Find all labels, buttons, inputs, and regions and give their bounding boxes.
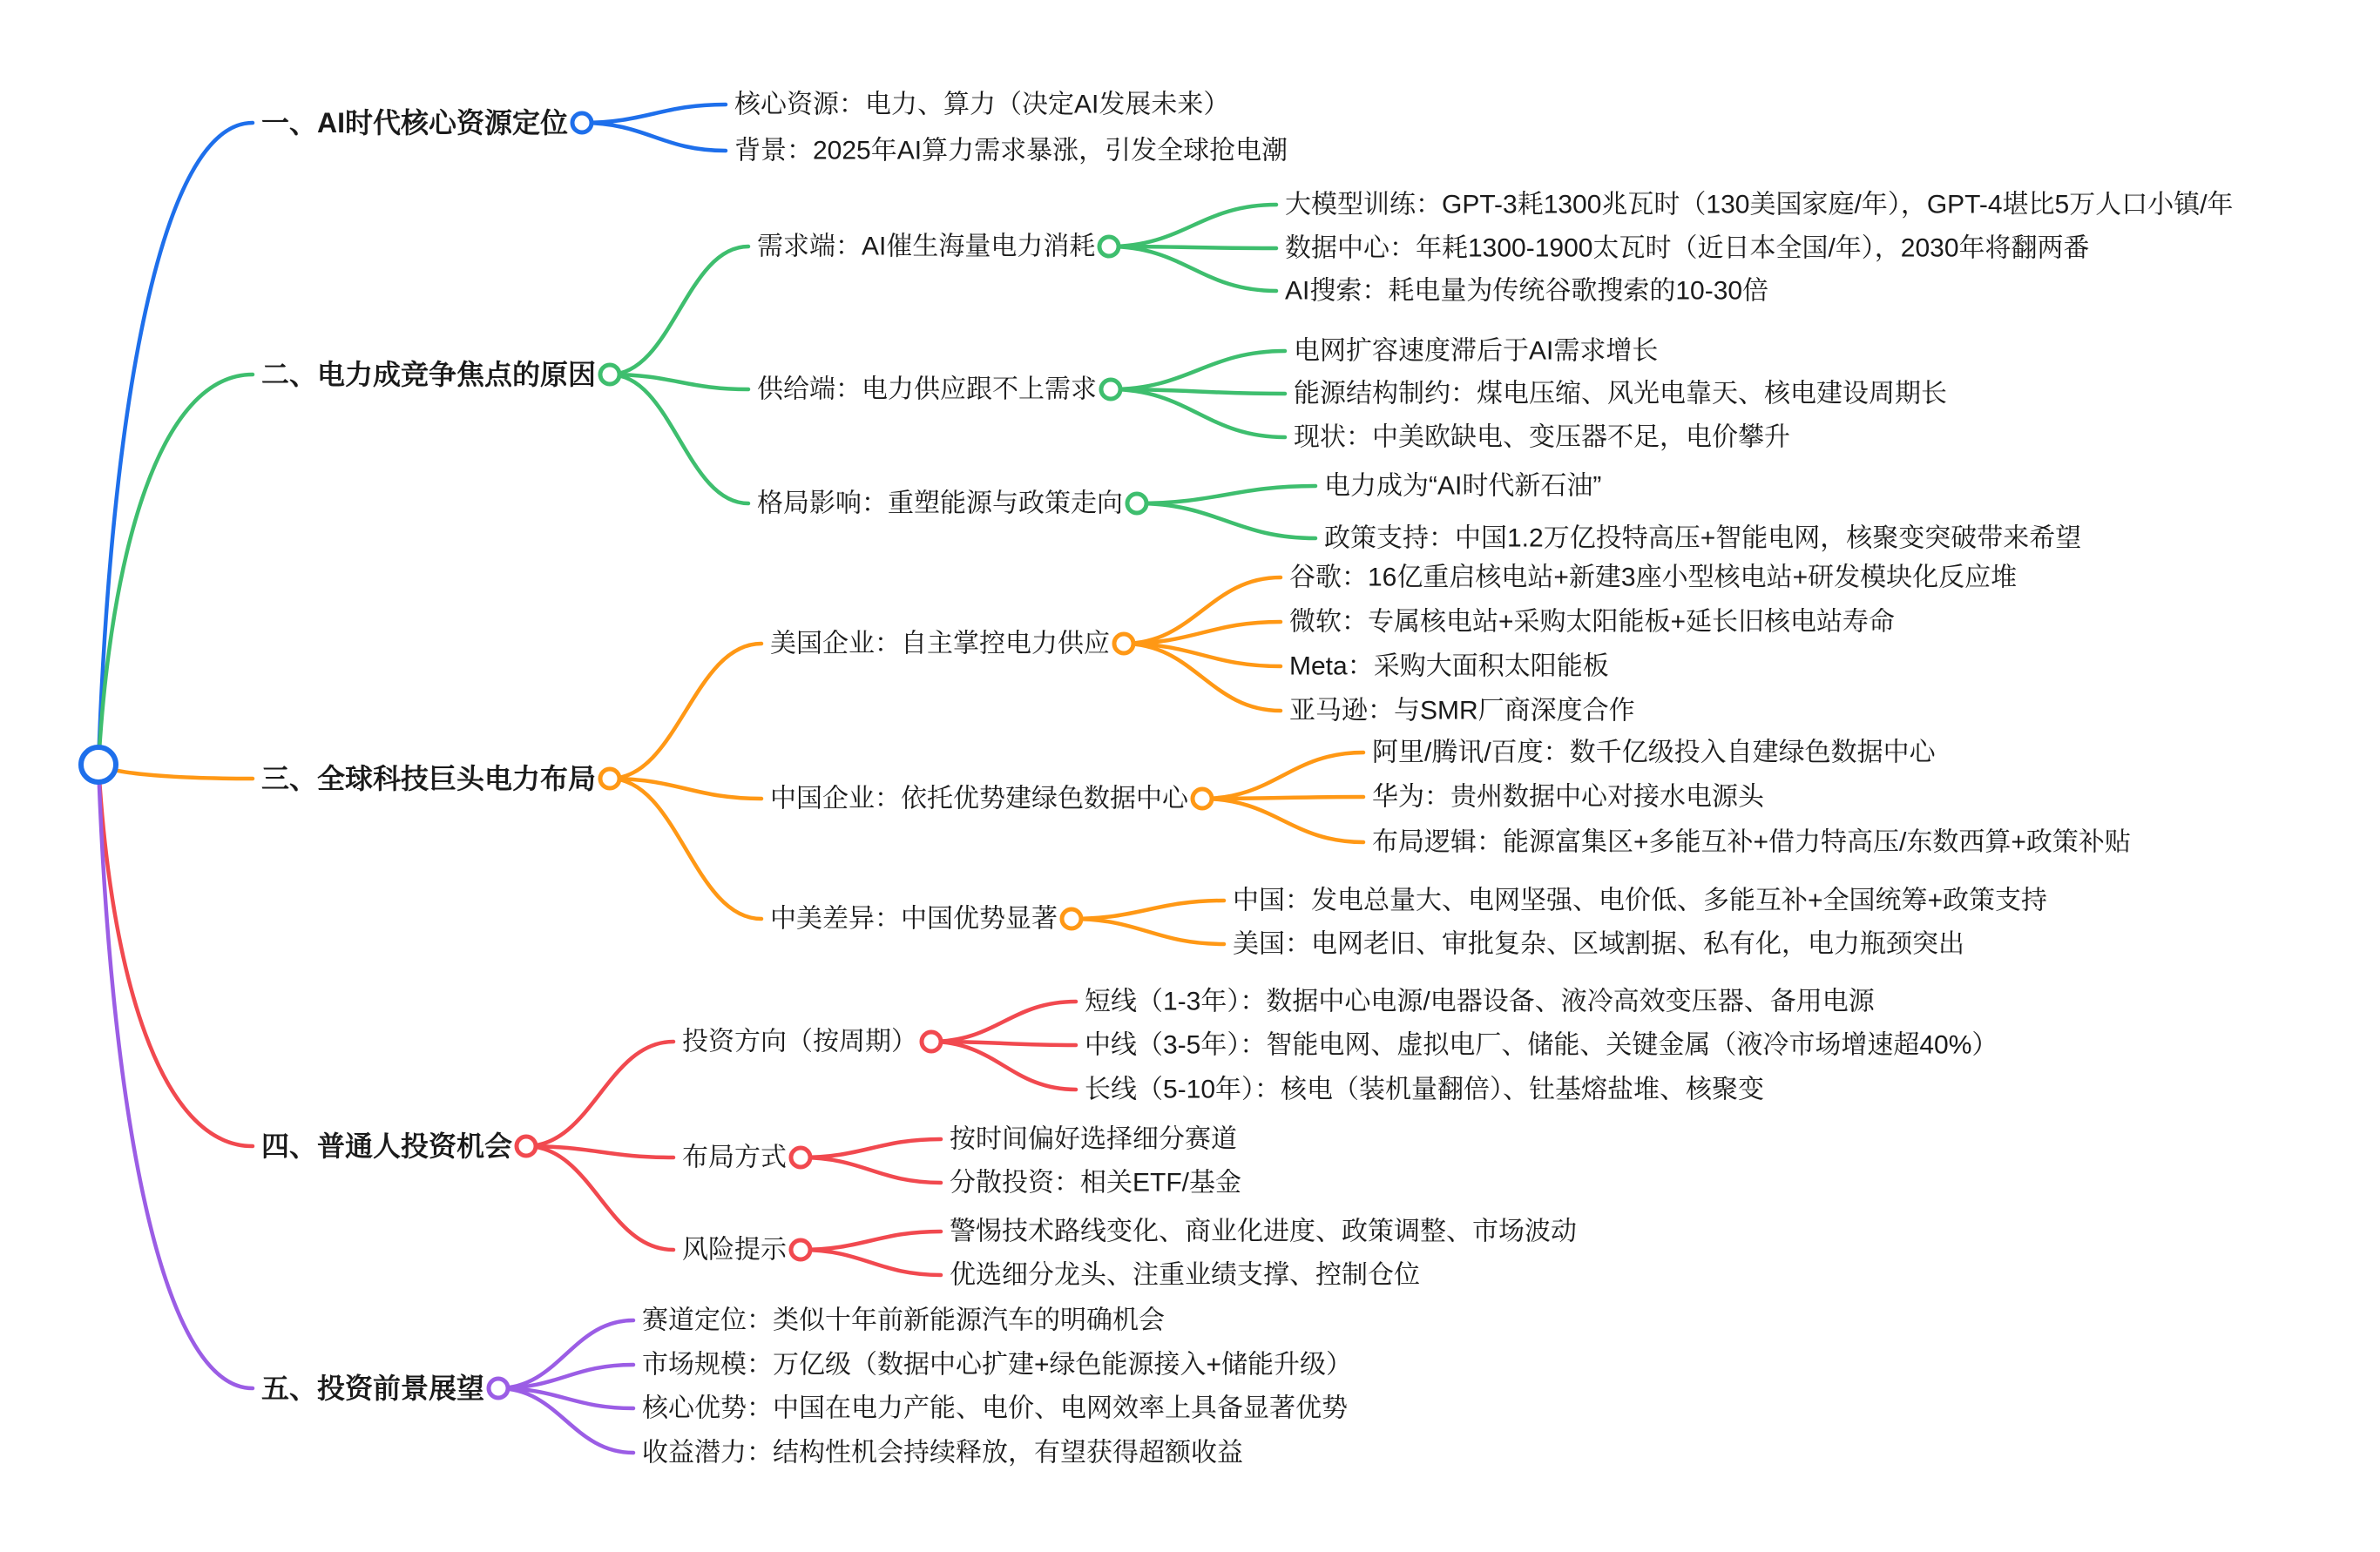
branch-node[interactable]: 三、全球科技巨头电力布局 [261, 763, 597, 794]
leaf-node[interactable]: 核心优势：中国在电力产能、电价、电网效率上具备显著优势 [642, 1393, 1348, 1423]
leaf-node[interactable]: 收益潜力：结构性机会持续释放，有望获得超额收益 [642, 1438, 1243, 1468]
leaf-node[interactable]: 谷歌：16亿重启核电站+新建3座小型核电站+研发模块化反应堆 [1289, 563, 2018, 592]
leaf-node[interactable]: 现状：中美欧缺电、变压器不足，电价攀升 [1294, 422, 1790, 452]
topic-node[interactable]: 美国企业：自主掌控电力供应 [770, 629, 1110, 658]
leaf-node[interactable]: 赛道定位：类似十年前新能源汽车的明确机会 [642, 1306, 1165, 1335]
topic-node[interactable]: 格局影响：重塑能源与政策走向 [757, 489, 1123, 518]
topic-node[interactable]: 需求端：AI催生海量电力消耗 [757, 232, 1096, 261]
leaf-node[interactable]: 华为：贵州数据中心对接水电源头 [1372, 782, 1764, 812]
leaf-node[interactable]: 大模型训练：GPT-3耗1300兆瓦时（130美国家庭/年），GPT-4堪比5万人口小镇/年 [1285, 190, 2234, 219]
topic-node[interactable]: 中美差异：中国优势显著 [770, 904, 1058, 934]
leaf-node[interactable]: 市场规模：万亿级（数据中心扩建+绿色能源接入+储能升级） [642, 1350, 1353, 1380]
topic-node[interactable]: 风险提示 [682, 1235, 787, 1265]
leaf-node[interactable]: 中国：发电总量大、电网坚强、电价低、多能互补+全国统筹+政策支持 [1233, 886, 2048, 915]
branch-node[interactable]: 一、AI时代核心资源定位 [261, 107, 569, 138]
leaf-node[interactable]: 分散投资：相关ETF/基金 [950, 1168, 1241, 1198]
leaf-node[interactable]: 微软：专属核电站+采购太阳能板+延长旧核电站寿命 [1289, 607, 1896, 637]
leaf-node[interactable]: 布局逻辑：能源富集区+多能互补+借力特高压/东数西算+政策补贴 [1372, 827, 2131, 857]
leaf-node[interactable]: 能源结构制约：煤电压缩、风光电靠天、核电建设周期长 [1294, 379, 1947, 408]
leaf-node[interactable]: 警惕技术路线变化、商业化进度、政策调整、市场波动 [950, 1217, 1577, 1246]
leaf-node[interactable]: 按时间偏好选择细分赛道 [950, 1124, 1237, 1154]
leaf-node[interactable]: 美国：电网老旧、审批复杂、区域割据、私有化，电力瓶颈突出 [1233, 929, 1964, 959]
leaf-node[interactable]: 背景：2025年AI算力需求暴涨，引发全球抢电潮 [734, 136, 1288, 165]
topic-node[interactable]: 投资方向（按周期） [682, 1027, 917, 1056]
leaf-node[interactable]: 中线（3-5年）：智能电网、虚拟电厂、储能、关键金属（液冷市场增速超40%） [1085, 1030, 1998, 1060]
leaf-node[interactable]: 数据中心：年耗1300-1900太瓦时（近日本全国/年），2030年将翻两番 [1285, 233, 2090, 263]
leaf-node[interactable]: 核心资源：电力、算力（决定AI发展未来） [734, 90, 1230, 119]
leaf-node[interactable]: 短线（1-3年）：数据中心电源/电器设备、液冷高效变压器、备用电源 [1085, 987, 1875, 1016]
leaf-node[interactable]: Meta：采购大面积太阳能板 [1289, 651, 1609, 681]
leaf-node[interactable]: 电网扩容速度滞后于AI需求增长 [1294, 336, 1659, 366]
branch-node[interactable]: 四、普通人投资机会 [261, 1130, 513, 1162]
leaf-node[interactable]: 长线（5-10年）：核电（装机量翻倍）、钍基熔盐堆、核聚变 [1085, 1075, 1765, 1104]
leaf-node[interactable]: 政策支持：中国1.2万亿投特高压+智能电网，核聚变突破带来希望 [1324, 523, 2082, 553]
branch-node[interactable]: 二、电力成竞争焦点的原因 [261, 359, 597, 390]
leaf-node[interactable]: 电力成为“AI时代新石油” [1324, 471, 1602, 501]
leaf-node[interactable]: 阿里/腾讯/百度：数千亿级投入自建绿色数据中心 [1372, 738, 1936, 767]
topic-node[interactable]: 布局方式 [682, 1143, 787, 1172]
branch-node[interactable]: 五、投资前景展望 [261, 1373, 485, 1404]
leaf-node[interactable]: 优选细分龙头、注重业绩支撑、控制仓位 [950, 1260, 1420, 1290]
leaf-node[interactable]: 亚马逊：与SMR厂商深度合作 [1289, 696, 1635, 725]
topic-node[interactable]: 供给端：电力供应跟不上需求 [757, 375, 1097, 404]
leaf-node[interactable]: AI搜索：耗电量为传统谷歌搜索的10-30倍 [1285, 276, 1769, 306]
topic-node[interactable]: 中国企业：依托优势建绿色数据中心 [770, 784, 1188, 813]
